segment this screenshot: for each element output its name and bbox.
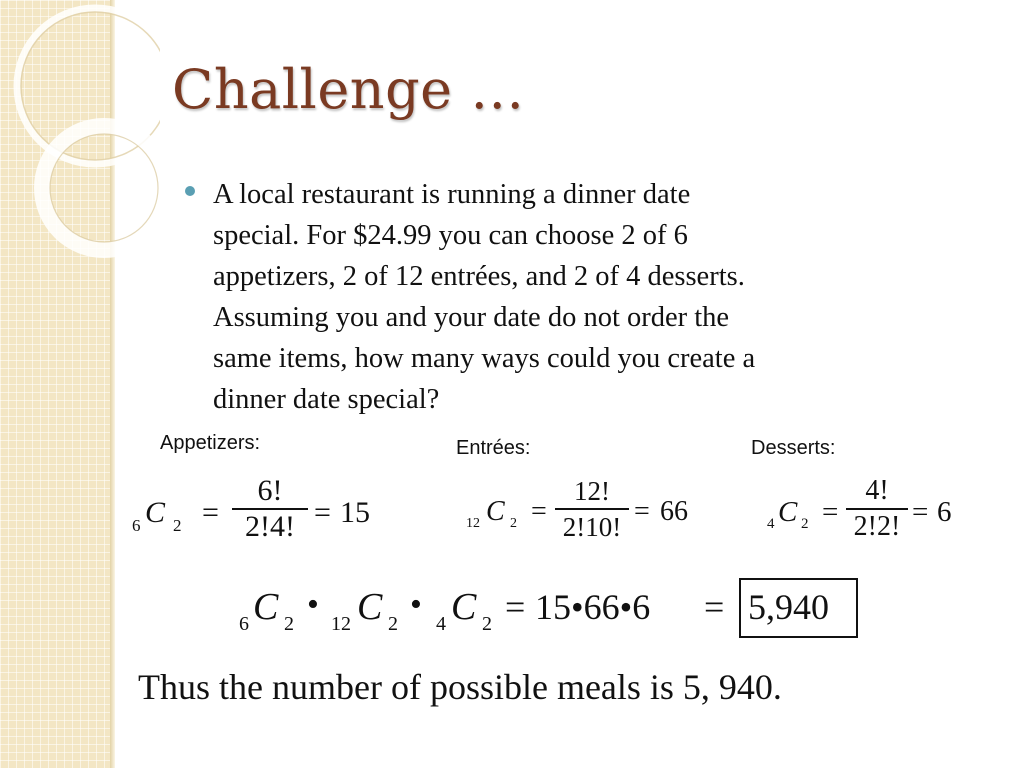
conclusion-text: Thus the number of possible meals is 5, 940. <box>138 667 782 707</box>
bullet-line: dinner date special? <box>213 384 440 415</box>
formula-equals: = <box>912 496 929 528</box>
formula-equals: = <box>202 496 219 529</box>
bullet-line: appetizers, 2 of 12 entrées, and 2 of 4 desserts. <box>213 261 745 292</box>
product-n1: 6 <box>239 613 249 635</box>
decorative-rings <box>0 0 160 300</box>
formula-result: 66 <box>660 496 688 527</box>
formula-result: 15 <box>340 496 370 529</box>
formula-equals: = <box>314 496 331 529</box>
formula-c: C <box>145 496 166 529</box>
bullet-line: same items, how many ways could you create a <box>213 343 756 374</box>
bullet-line: special. For $24.99 you can choose 2 of 6 <box>213 220 688 251</box>
slide-title: Challenge … <box>172 58 525 121</box>
product-equals: = <box>704 587 725 627</box>
product-c1: C <box>253 586 279 628</box>
formula-c: C <box>778 496 798 528</box>
product-c2: C <box>357 586 383 628</box>
formula-equals: = <box>634 496 650 527</box>
bullet-dot-icon <box>185 186 195 196</box>
product-n2: 12 <box>331 613 351 635</box>
bullet-line: Assuming you and your date do not order the <box>213 302 730 333</box>
formula-n: 6 <box>132 516 141 535</box>
fraction-denominator: 2!10! <box>562 512 622 542</box>
formula-k: 2 <box>801 516 809 532</box>
product-k2: 2 <box>388 613 398 635</box>
answer-value: 5,940 <box>748 587 829 627</box>
fraction-denominator: 2!4! <box>245 510 295 543</box>
product-n3: 4 <box>436 613 446 635</box>
formula-fraction <box>232 474 308 544</box>
formula-fraction <box>555 474 629 544</box>
product-k3: 2 <box>482 613 492 635</box>
product-c3: C <box>451 586 477 628</box>
fraction-numerator: 4! <box>865 475 889 506</box>
product-rhs: 15•66•6 <box>535 587 651 627</box>
bullet-line: A local restaurant is running a dinner date <box>213 179 691 210</box>
formula-n: 4 <box>767 516 775 532</box>
formula-equals: = <box>822 496 839 528</box>
desserts-label: Desserts: <box>751 437 836 459</box>
formula-equals: = <box>531 496 547 527</box>
entrees-label: Entrées: <box>456 437 531 459</box>
product-dot: • <box>410 586 422 623</box>
bullet-text <box>213 174 973 420</box>
fraction-numerator: 6! <box>257 474 283 507</box>
fraction-numerator: 12! <box>574 476 610 506</box>
product-dot: • <box>307 586 319 623</box>
product-k1: 2 <box>284 613 294 635</box>
formula-k: 2 <box>173 516 182 535</box>
product-equals: = <box>505 587 526 627</box>
formula-c: C <box>486 496 505 527</box>
formula-result: 6 <box>937 496 952 528</box>
formula-n: 12 <box>466 516 480 531</box>
appetizers-label: Appetizers: <box>160 432 261 454</box>
fraction-denominator: 2!2! <box>853 511 901 542</box>
formula-fraction <box>846 474 908 544</box>
formula-k: 2 <box>510 516 517 531</box>
